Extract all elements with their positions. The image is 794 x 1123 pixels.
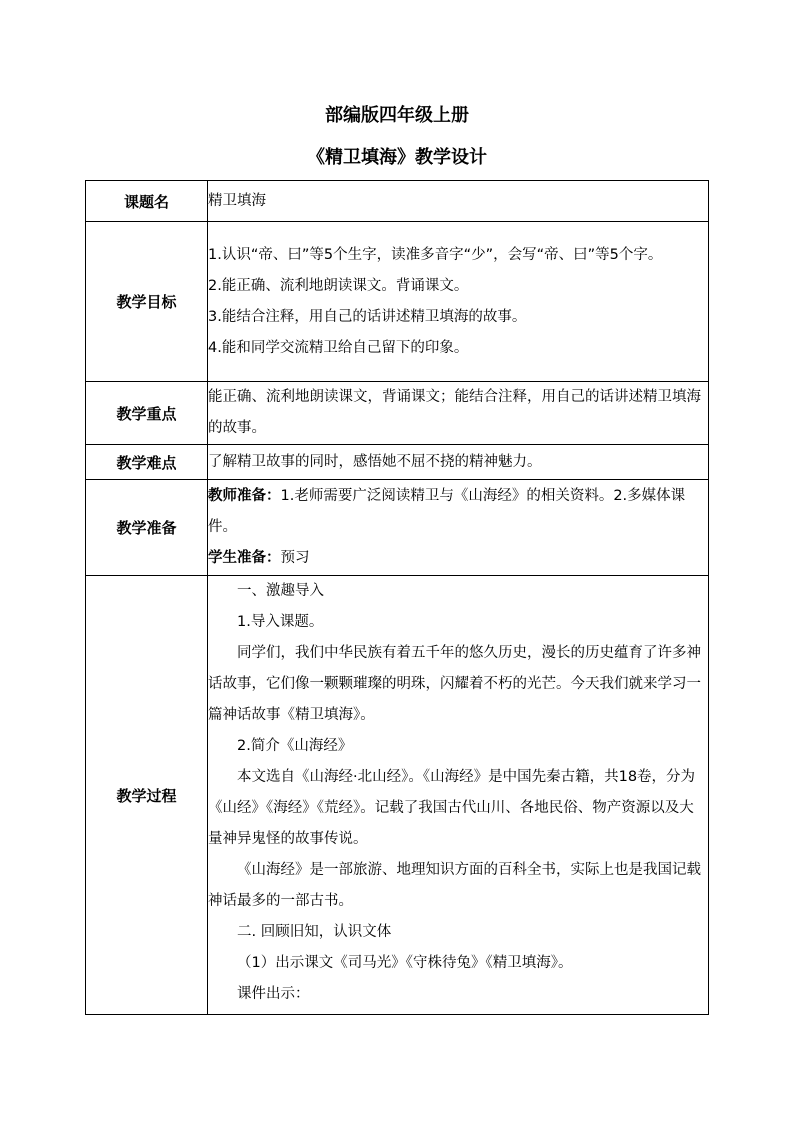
row-value-difficulties: 了解精卫故事的同时，感悟她不屈不挠的精神魅力。 <box>208 445 709 480</box>
goal-item: 1.认识“帝、曰”等5个生字，读准多音字“少”，会写“帝、曰”等5个字。 <box>208 246 663 263</box>
row-value-topic: 精卫填海 <box>208 181 709 222</box>
table-row-preparation <box>86 480 709 576</box>
goal-item: 3.能结合注释，用自己的话讲述精卫填海的故事。 <box>208 308 527 325</box>
table-row-topic <box>86 181 709 222</box>
row-value-process <box>208 576 709 1015</box>
process-subheading: 1.导入课题。 <box>237 614 324 630</box>
row-label-goals: 教学目标 <box>86 222 208 382</box>
process-paragraph: 同学们，我们中华民族有着五千年的悠久历史，漫长的历史蕴育了许多神话故事，它们像一颗颗璀璨的明珠，闪耀着不朽的光芒。今天我们就来学习一篇神话故事《精卫填海》。 <box>208 645 701 723</box>
row-value-goals <box>208 222 709 382</box>
table-row-difficulties <box>86 445 709 480</box>
process-paragraph: 《山海经》是一部旅游、地理知识方面的百科全书，实际上也是我国记载神话最多的一部古书。 <box>208 862 701 909</box>
teacher-preparation-text: 1.老师需要广泛阅读精卫与《山海经》的相关资料。2.多媒体课件。 <box>208 488 686 535</box>
table-row-key-points <box>86 382 709 445</box>
goal-item: 2.能正确、流利地朗读课文。背诵课文。 <box>208 277 469 294</box>
lesson-plan-table <box>85 180 709 1015</box>
row-label-difficulties: 教学难点 <box>86 445 208 480</box>
process-paragraph: 课件出示： <box>237 986 310 1002</box>
teacher-preparation <box>208 481 708 543</box>
process-heading: 一、激趣导入 <box>237 583 324 599</box>
row-value-preparation <box>208 480 709 576</box>
process-heading: 二. 回顾旧知，认识文体 <box>237 924 392 940</box>
table-row-goals <box>86 222 709 382</box>
row-label-process: 教学过程 <box>86 576 208 1015</box>
document-title: 部编版四年级上册 <box>325 105 469 126</box>
student-preparation-label: 学生准备： <box>208 550 281 566</box>
row-label-preparation: 教学准备 <box>86 480 208 576</box>
student-preparation-text: 预习 <box>280 550 310 566</box>
row-label-key-points: 教学重点 <box>86 382 208 445</box>
teacher-preparation-label: 教师准备： <box>208 488 281 504</box>
document-subtitle: 《精卫填海》教学设计 <box>307 147 487 168</box>
process-paragraph: 本文选自《山海经·北山经》。《山海经》是中国先秦古籍，共18卷，分为《山经》《海经》《荒经》。记载了我国古代山川、各地民俗、物产资源以及大量神异鬼怪的故事传说。 <box>208 769 696 847</box>
process-subheading: 2.简介《山海经》 <box>237 738 353 754</box>
process-paragraph: （1）出示课文《司马光》《守株待兔》《精卫填海》。 <box>237 955 573 971</box>
student-preparation <box>208 543 708 574</box>
row-label-topic: 课题名 <box>86 181 208 222</box>
row-value-key-points: 能正确、流利地朗读课文，背诵课文；能结合注释，用自己的话讲述精卫填海的故事。 <box>208 382 709 445</box>
goal-item: 4.能和同学交流精卫给自己留下的印象。 <box>208 339 469 356</box>
table-row-process <box>86 576 709 1015</box>
